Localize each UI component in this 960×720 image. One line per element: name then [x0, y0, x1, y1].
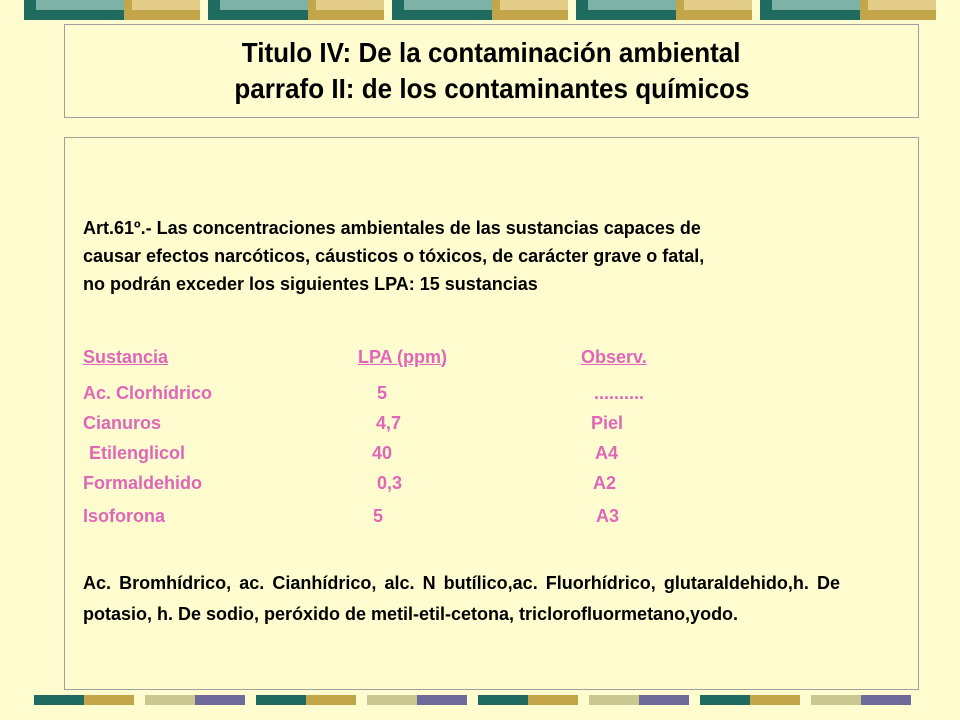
row-4-lpa: 0,3 [377, 473, 403, 493]
row-5-sustancia: Isoforona [83, 506, 166, 526]
article-line-1: Art.61º.- Las concentraciones ambientales de las sustancias capaces de [83, 218, 701, 238]
decoration-block [760, 0, 936, 20]
row-2-sustancia: Cianuros [83, 413, 162, 433]
title-line-1: Titulo IV: De la contaminación ambiental [242, 37, 741, 68]
header-sustancia: Sustancia [83, 347, 169, 367]
row-2-lpa: 4,7 [376, 413, 402, 433]
header-lpa-close: ) [441, 347, 447, 367]
header-lpa-label: LPA (ppm [358, 347, 441, 367]
decoration-block [208, 0, 384, 20]
row-1-lpa: 5 [377, 383, 388, 403]
article-line-2: causar efectos narcóticos, cáusticos o tóxicos, de carácter grave o fatal, [83, 246, 705, 266]
additional-substances-paragraph: Ac. Bromhídrico, ac. Cianhídrico, alc. N butílico,ac. Fluorhídrico, glutaraldehido,h. De potasio, h. De sodio, peróxido de metil-etil-cetona, triclorofluormetano,yodo. [83, 573, 840, 624]
row-5-lpa: 5 [373, 506, 384, 526]
row-4-observ: A2 [593, 473, 617, 493]
header-lpa [358, 343, 447, 371]
row-1-observ: .......... [594, 383, 645, 403]
top-decoration-bar [0, 0, 960, 20]
row-1-sustancia: Ac. Clorhídrico [83, 383, 213, 403]
row-3-lpa: 40 [372, 443, 393, 463]
row-4-sustancia: Formaldehido [83, 473, 203, 493]
title-box [64, 24, 919, 118]
row-3-sustancia: Etilenglicol [89, 443, 186, 463]
article-line-3: no podrán exceder los siguientes LPA: 15 sustancias [83, 274, 538, 294]
header-observ: Observ. [581, 347, 647, 367]
decoration-block [392, 0, 568, 20]
decoration-block [576, 0, 752, 20]
decoration-block [24, 0, 200, 20]
row-5-observ: A3 [596, 506, 620, 526]
row-2-observ: Piel [591, 413, 624, 433]
row-3-observ: A4 [595, 443, 619, 463]
bottom-decoration-bar [34, 695, 922, 705]
title-line-2: parrafo II: de los contaminantes químicos [233, 73, 750, 104]
